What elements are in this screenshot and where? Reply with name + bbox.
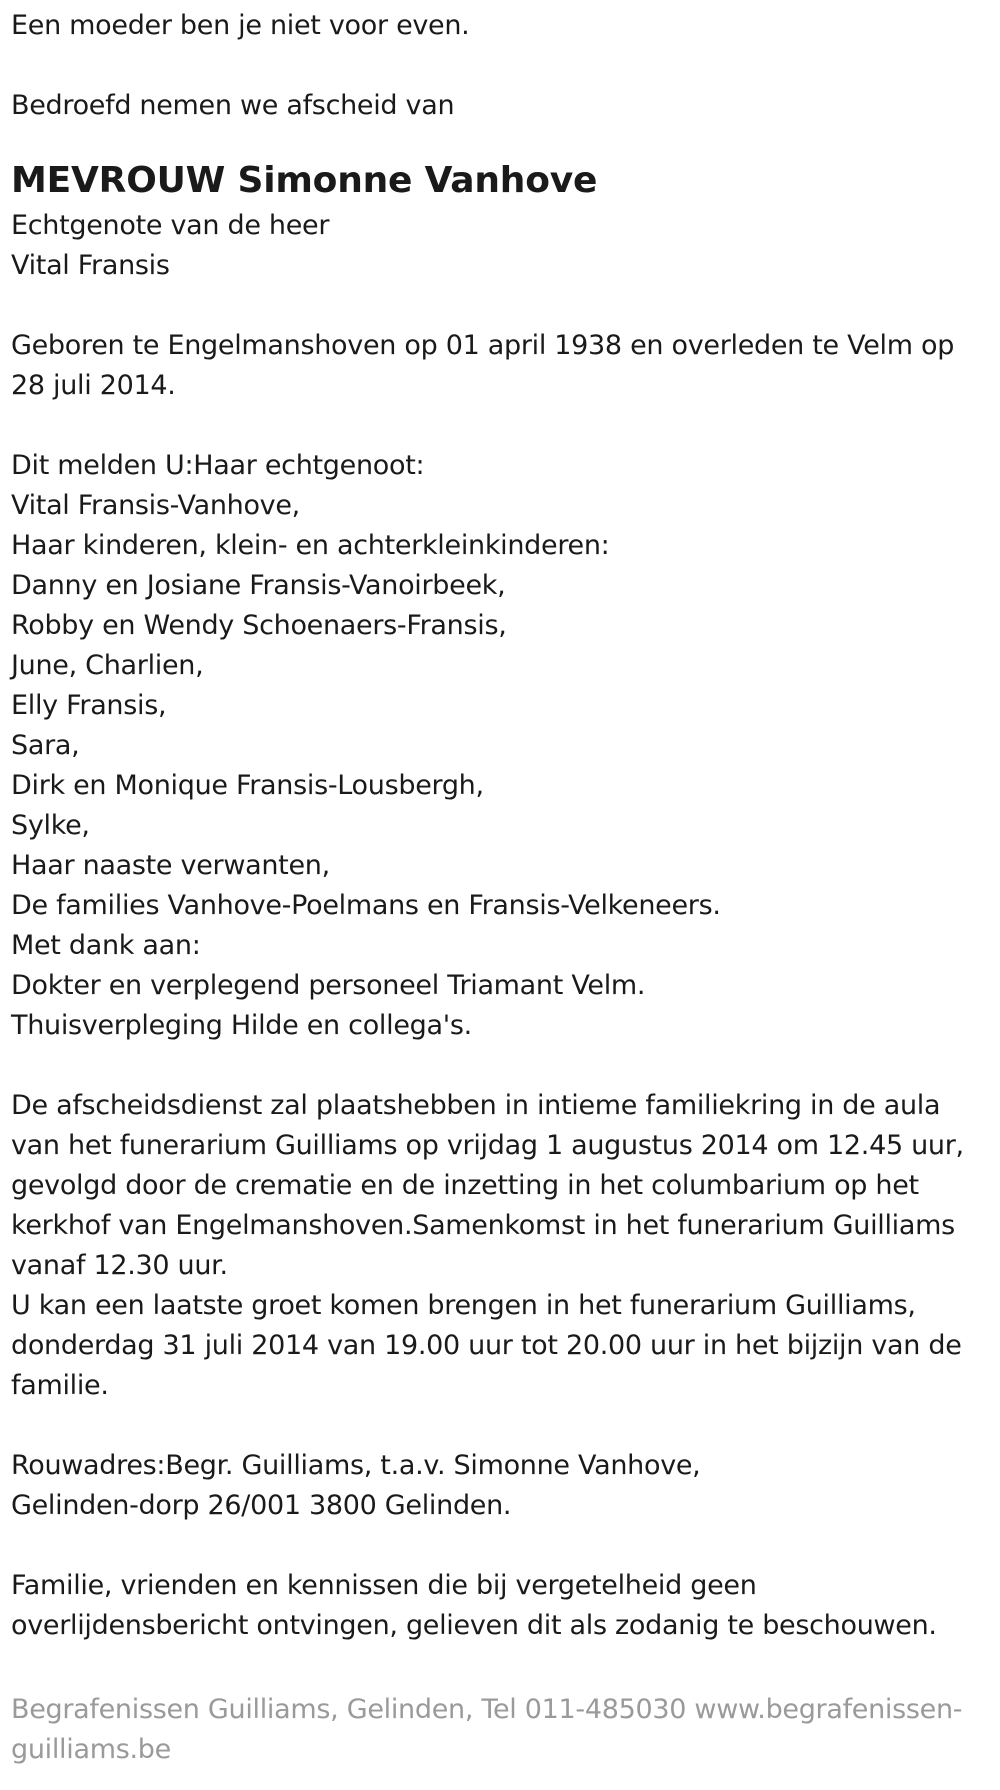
- family-line: Danny en Josiane Fransis-Vanoirbeek,: [11, 570, 506, 601]
- family-line: Robby en Wendy Schoenaers-Fransis,: [11, 610, 507, 641]
- family-line: June, Charlien,: [11, 650, 204, 681]
- opening-quote: Een moeder ben je niet voor even.: [11, 10, 470, 41]
- family-line: De families Vanhove-Poelmans en Fransis-Velkeneers.: [11, 890, 721, 921]
- family-line: Met dank aan:: [11, 930, 201, 961]
- family-line: Haar kinderen, klein- en achterkleinkinderen:: [11, 530, 610, 561]
- spacer: [11, 1526, 996, 1566]
- birth-death-text: Geboren te Engelmanshoven op 01 april 1938 en overleden te Velm op 28 juli 2014.: [11, 330, 955, 401]
- family-line: Sara,: [11, 730, 80, 761]
- family-line: Dit melden U:Haar echtgenoot:: [11, 450, 425, 481]
- spacer: [11, 1406, 996, 1446]
- family-line: Dokter en verplegend personeel Triamant Velm.: [11, 970, 646, 1001]
- obituary-notice: [11, 6, 996, 1770]
- family-line: Vital Fransis-Vanhove,: [11, 490, 300, 521]
- family-line: Haar naaste verwanten,: [11, 850, 330, 881]
- spacer: [11, 1046, 996, 1086]
- spacer: [11, 1646, 996, 1690]
- address-line-1: Rouwadres:Begr. Guilliams, t.a.v. Simonne Vanhove,: [11, 1450, 701, 1481]
- spacer: [11, 286, 996, 326]
- announcement-text: Bedroefd nemen we afscheid van: [11, 90, 455, 121]
- family-line: Sylke,: [11, 810, 90, 841]
- family-list: [11, 446, 996, 1046]
- closing-text: Familie, vrienden en kennissen die bij vergetelheid geen overlijdensbericht ontvingen, gelieven dit als zodanig te beschouwen.: [11, 1570, 937, 1641]
- family-line: Dirk en Monique Fransis-Lousbergh,: [11, 770, 484, 801]
- spouse-line-2: Vital Fransis: [11, 250, 170, 281]
- spacer: [11, 406, 996, 446]
- ceremony-service-text: De afscheidsdienst zal plaatshebben in intieme familiekring in de aula van het funerarium Guilliams op vrijdag 1 augustus 2014 om 12.45 uur, gevolgd door de crematie en de inzetting in het columbarium op het kerkhof van Engelmanshoven.Samenkomst in het funerarium Guilliams vanaf 12.30 uur.: [11, 1090, 964, 1281]
- spouse-line-1: Echtgenote van de heer: [11, 210, 330, 241]
- address-line-2: Gelinden-dorp 26/001 3800 Gelinden.: [11, 1490, 512, 1521]
- spacer: [11, 46, 996, 86]
- ceremony-visit-text: U kan een laatste groet komen brengen in het funerarium Guilliams, donderdag 31 juli 2014 van 19.00 uur tot 20.00 uur in het bijzijn van de familie.: [11, 1290, 962, 1401]
- deceased-name: MEVROUW Simonne Vanhove: [11, 160, 598, 201]
- family-line: Thuisverpleging Hilde en collega's.: [11, 1010, 472, 1041]
- spacer: [11, 126, 996, 156]
- family-line: Elly Fransis,: [11, 690, 167, 721]
- funeral-home-footer: Begrafenissen Guilliams, Gelinden, Tel 011-485030 www.begrafenissen-guilliams.be: [11, 1694, 963, 1765]
